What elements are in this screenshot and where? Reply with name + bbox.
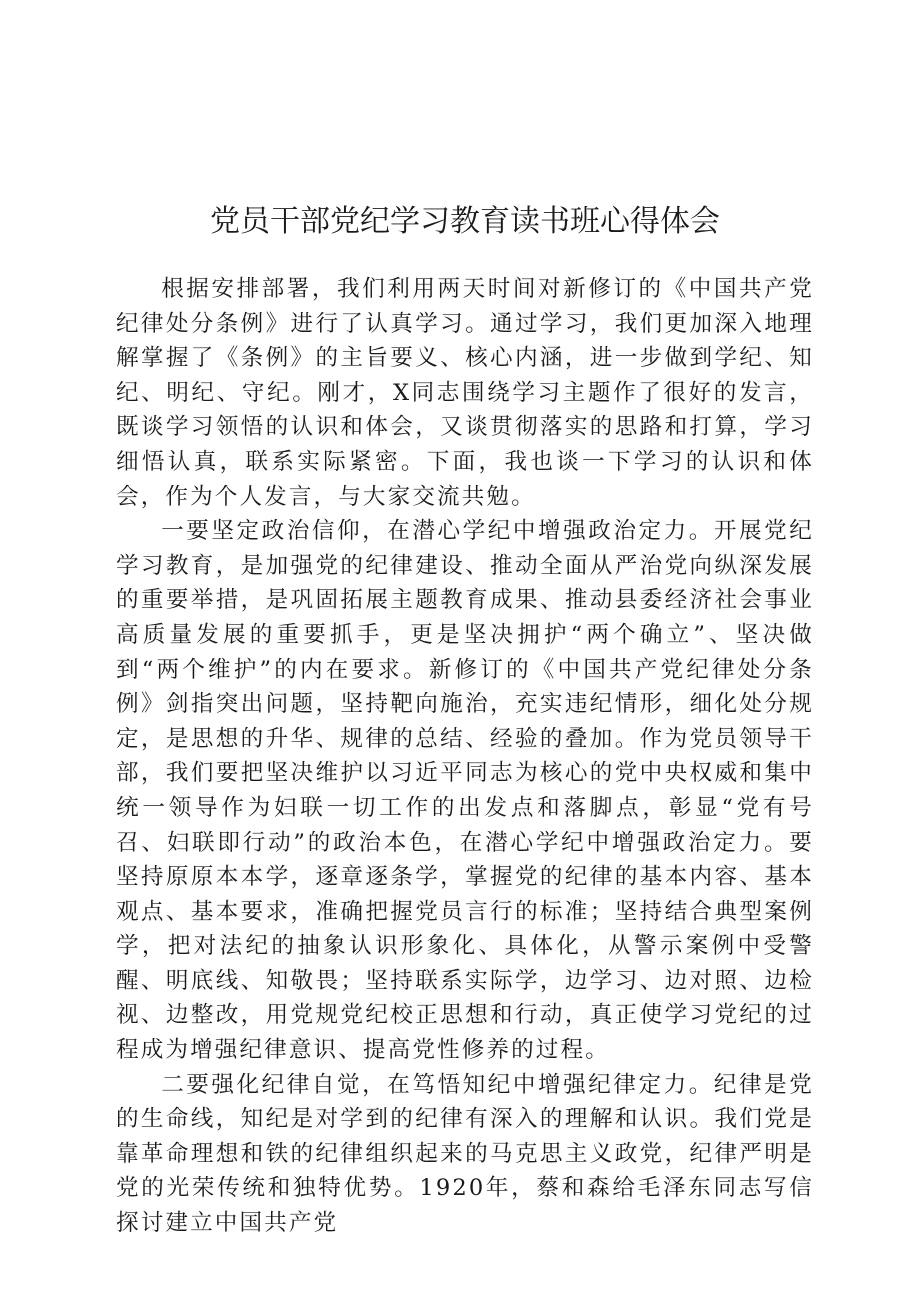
document-title: 党员干部党纪学习教育读书班心得体会 [210, 204, 720, 239]
paragraph-political-faith: 一要坚定政治信仰，在潜心学纪中增强政治定力。开展党纪学习教育，是加强党的纪律建设、推动全面从严治党向纵深发展的重要举措，是巩固拓展主题教育成果、推动县委经济社会事业高质量发展的重要抓手，更是坚决拥护“两个确立”、坚决做到“两个维护”的内在要求。新修订的《中国共产党纪律处分条例》剑指突出问题，坚持靶向施治，充实违纪情形，细化处分规定，是思想的升华、规律的总结、经验的叠加。作为党员领导干部，我们要把坚决维护以习近平同志为核心的党中央权威和集中统一领导作为妇联一切工作的出发点和落脚点，彰显“党有号召、妇联即行动”的政治本色，在潜心学纪中增强政治定力。要坚持原原本本学，逐章逐条学，掌握党的纪律的基本内容、基本观点、基本要求，准确把握党员言行的标准；坚持结合典型案例学，把对法纪的抽象认识形象化、具体化，从警示案例中受警醒、明底线、知敬畏；坚持联系实际学，边学习、边对照、边检视、边整改，用党规党纪校正思想和行动，真正使学习党纪的过程成为增强纪律意识、提高党性修养的过程。 [116, 518, 814, 1064]
document-body [116, 272, 814, 1241]
paragraph-discipline-awareness: 二要强化纪律自觉，在笃悟知纪中增强纪律定力。纪律是党的生命线，知纪是对学到的纪律有深入的理解和认识。我们党是靠革命理想和铁的纪律组织起来的马克思主义政党，纪律严明是党的光荣传统和独特优势。1920年，蔡和森给毛泽东同志写信探讨建立中国共产党 [116, 1071, 814, 1237]
paragraph-intro: 根据安排部署，我们利用两天时间对新修订的《中国共产党纪律处分条例》进行了认真学习。通过学习，我们更加深入地理解掌握了《条例》的主旨要义、核心内涵，进一步做到学纪、知纪、明纪、守纪。刚才，X同志围绕学习主题作了很好的发言，既谈学习领悟的认识和体会，又谈贯彻落实的思路和打算，学习细悟认真，联系实际紧密。下面，我也谈一下学习的认识和体会，作为个人发言，与大家交流共勉。 [116, 276, 814, 510]
